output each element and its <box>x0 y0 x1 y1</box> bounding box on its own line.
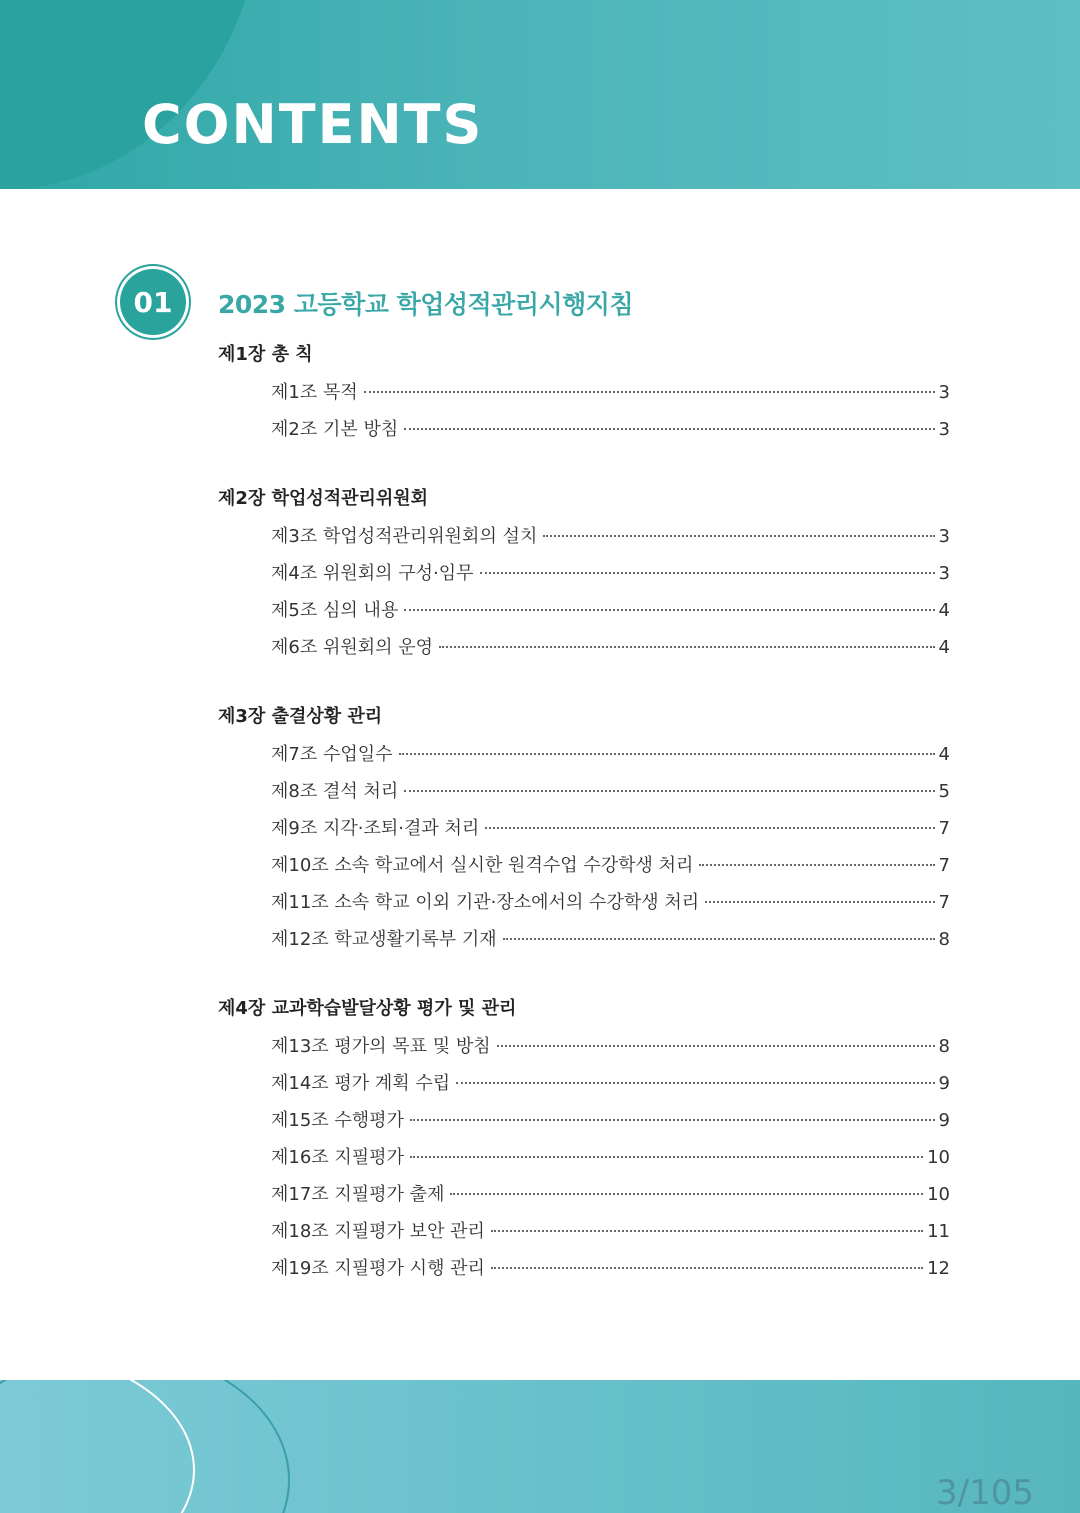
dot-leader <box>491 1267 923 1269</box>
toc-entry[interactable] <box>271 411 950 448</box>
toc-entry-page: 4 <box>938 744 950 765</box>
toc-entry-page: 8 <box>938 929 950 950</box>
table-of-contents <box>218 340 950 1287</box>
dot-leader <box>404 790 934 792</box>
toc-entry-page: 3 <box>938 419 950 440</box>
toc-entry[interactable] <box>271 1176 950 1213</box>
toc-entry-page: 8 <box>938 1036 950 1057</box>
dot-leader <box>410 1156 923 1158</box>
toc-entry[interactable] <box>271 773 950 810</box>
toc-entry-page: 10 <box>927 1147 950 1168</box>
dot-leader <box>399 753 935 755</box>
section-number-badge: 01 <box>120 269 186 335</box>
page-indicator: 3/105 <box>936 1473 1034 1513</box>
toc-entry-page: 10 <box>927 1184 950 1205</box>
toc-entry-label: 제11조 소속 학교 이외 기관·장소에서의 수강학생 처리 <box>271 892 700 913</box>
toc-entry[interactable] <box>271 1028 950 1065</box>
toc-entry-label: 제2조 기본 방침 <box>271 419 399 440</box>
toc-entry-label: 제7조 수업일수 <box>271 744 393 765</box>
toc-entry-page: 7 <box>938 855 950 876</box>
toc-entry-label: 제12조 학교생활기록부 기재 <box>271 929 497 950</box>
chapter-heading[interactable]: 제3장 출결상황 관리 <box>218 706 383 727</box>
toc-entry[interactable] <box>271 847 950 884</box>
toc-entry-label: 제13조 평가의 목표 및 방침 <box>271 1036 491 1057</box>
chapter-heading[interactable]: 제1장 총 칙 <box>218 344 313 365</box>
toc-entry[interactable] <box>271 518 950 555</box>
dot-leader <box>456 1082 934 1084</box>
dot-leader <box>410 1119 935 1121</box>
dot-leader <box>450 1193 923 1195</box>
toc-entry-label: 제5조 심의 내용 <box>271 600 399 621</box>
dot-leader <box>497 1045 935 1047</box>
toc-entry-page: 7 <box>938 892 950 913</box>
toc-entry[interactable] <box>271 1065 950 1102</box>
toc-entry-page: 3 <box>938 382 950 403</box>
toc-entry-label: 제14조 평가 계획 수립 <box>271 1073 451 1094</box>
toc-entry-label: 제3조 학업성적관리위원회의 설치 <box>271 526 538 547</box>
toc-entry-label: 제15조 수행평가 <box>271 1110 404 1131</box>
toc-entry-label: 제6조 위원회의 운영 <box>271 637 433 658</box>
toc-entry[interactable] <box>271 921 950 958</box>
toc-entry[interactable] <box>271 592 950 629</box>
toc-entry-label: 제19조 지필평가 시행 관리 <box>271 1258 485 1279</box>
dot-leader <box>491 1230 923 1232</box>
toc-entry[interactable] <box>271 374 950 411</box>
toc-entry[interactable] <box>271 1250 950 1287</box>
dot-leader <box>404 609 934 611</box>
toc-entry-page: 3 <box>938 526 950 547</box>
toc-entry[interactable] <box>271 810 950 847</box>
chapter-heading[interactable]: 제4장 교과학습발달상황 평가 및 관리 <box>218 998 517 1019</box>
dot-leader <box>480 572 935 574</box>
toc-entry-label: 제17조 지필평가 출제 <box>271 1184 445 1205</box>
toc-entry-label: 제10조 소속 학교에서 실시한 원격수업 수강학생 처리 <box>271 855 694 876</box>
toc-entry-page: 4 <box>938 600 950 621</box>
dot-leader <box>404 428 934 430</box>
dot-leader <box>705 901 934 903</box>
toc-entry[interactable] <box>271 884 950 921</box>
toc-entry-label: 제9조 지각·조퇴·결과 처리 <box>271 818 480 839</box>
toc-entry[interactable] <box>271 736 950 773</box>
header-banner <box>0 0 1080 189</box>
dot-leader <box>543 535 934 537</box>
dot-leader <box>364 391 935 393</box>
dot-leader <box>485 827 934 829</box>
toc-entry-page: 9 <box>938 1110 950 1131</box>
toc-entry-page: 12 <box>927 1258 950 1279</box>
toc-entry-page: 11 <box>927 1221 950 1242</box>
toc-entry-label: 제4조 위원회의 구성·임무 <box>271 563 474 584</box>
toc-entry-label: 제1조 목적 <box>271 382 358 403</box>
chapter-heading[interactable]: 제2장 학업성적관리위원회 <box>218 488 429 509</box>
toc-entry[interactable] <box>271 1102 950 1139</box>
toc-entry[interactable] <box>271 1139 950 1176</box>
contents-title: CONTENTS <box>142 93 484 156</box>
toc-entry-page: 3 <box>938 563 950 584</box>
toc-entry-page: 5 <box>938 781 950 802</box>
toc-entry-label: 제8조 결석 처리 <box>271 781 399 802</box>
toc-entry-page: 7 <box>938 818 950 839</box>
dot-leader <box>699 864 934 866</box>
toc-entry-page: 4 <box>938 637 950 658</box>
dot-leader <box>439 646 935 648</box>
toc-entry-label: 제18조 지필평가 보안 관리 <box>271 1221 485 1242</box>
toc-entry[interactable] <box>271 1213 950 1250</box>
toc-entry[interactable] <box>271 555 950 592</box>
footer-banner <box>0 1380 1080 1513</box>
toc-entry-page: 9 <box>938 1073 950 1094</box>
toc-entry-label: 제16조 지필평가 <box>271 1147 404 1168</box>
dot-leader <box>503 938 935 940</box>
section-title: 2023 고등학교 학업성적관리시행지침 <box>218 290 634 319</box>
toc-entry[interactable] <box>271 629 950 666</box>
